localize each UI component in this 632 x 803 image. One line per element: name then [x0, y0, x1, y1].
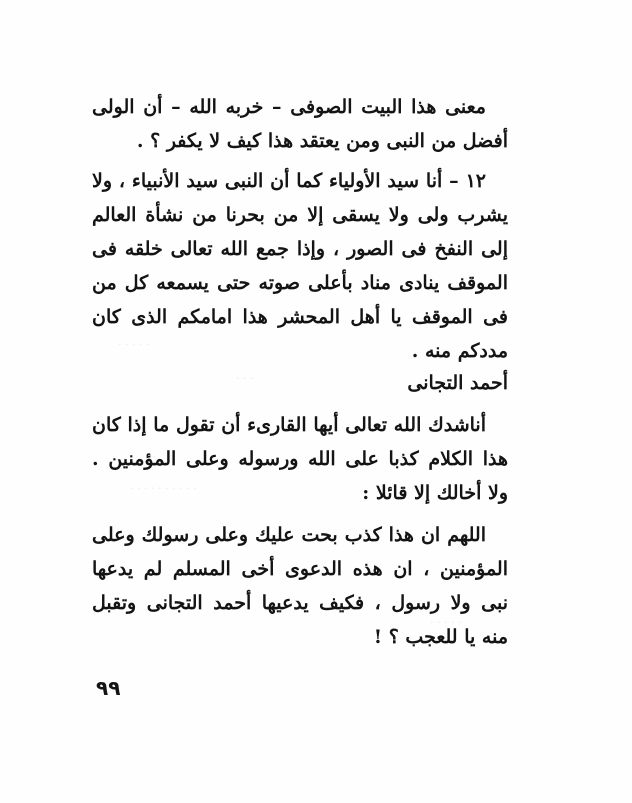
bleed-through-mark: · · · · · — [430, 616, 462, 629]
paragraph-appeal-to-reader: أناشدك الله تعالى أيها القارىء أن تقول ما إذا كان هذا الكلام كذبا على الله ورسوله وعلى المؤمنين . ولا أخالك إلا قائلا : — [92, 414, 508, 504]
paragraph-prayer: اللهم ان هذا كذب بحت عليك وعلى رسولك وعلى المؤمنين ، ان هذه الدعوى أخى المسلم لم يدعها نبى ولا رسول ، فكيف يدعيها أحمد التجانى وتقبل منه يا للعجب ؟ ! — [92, 524, 508, 648]
page-number: ٩٩ — [96, 676, 121, 700]
body-text — [92, 90, 508, 654]
bleed-through-mark: · · · · · · · · · · — [130, 482, 197, 495]
paragraph-quote-12: ١٢ – أنا سيد الأولياء كما أن النبى سيد الأنبياء ، ولا يشرب ولى ولا يسقى إلا من بحرنا من نشأة العالم إلى النفخ فى الصور ، وإذا جمع الله تعالى خلقه فى الموقف ينادى مناد بأعلى صوته حتى يسمعه كل من فى الموقف يا أهل المحشر هذا امامكم الذى كان مددكم منه . — [92, 170, 508, 362]
bleed-through-mark: · · · — [236, 372, 254, 385]
quote-signature: أحمد التجانى — [407, 372, 508, 394]
bleed-through-mark: · · · · · — [118, 338, 150, 351]
paragraph-poem-commentary: معنى هذا البيت الصوفى – خربه الله – أن الولى أفضل من النبى ومن يعتقد هذا كيف لا يكفر ؟ . — [92, 96, 508, 152]
